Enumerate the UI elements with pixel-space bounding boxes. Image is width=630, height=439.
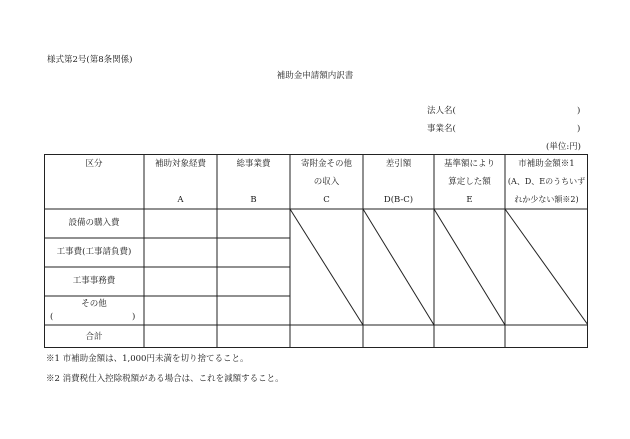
row-other-open: ( <box>50 312 54 322</box>
header-total-cost: 総事業費 <box>236 159 271 169</box>
note-2: ※2 消費税仕入控除税額がある場合は、これを減額すること。 <box>46 374 284 384</box>
header-donation-2: の収入 <box>313 177 340 187</box>
row-construction: 工事費(工事請負費) <box>56 247 132 257</box>
corporation-name-label: 法人名( <box>427 106 456 116</box>
diagonal-line <box>505 209 588 325</box>
breakdown-table <box>44 154 588 348</box>
row-total: 合計 <box>85 332 103 342</box>
header-city-subsidy-3: れか少ない額※2) <box>514 195 579 204</box>
header-standard-amount-2: 算定した額 <box>448 177 491 187</box>
header-difference: 差引額 <box>385 159 412 169</box>
row-construction-office: 工事事務費 <box>72 276 116 286</box>
row-equipment: 設備の購入費 <box>68 218 120 228</box>
business-name-label: 事業名( <box>427 124 456 134</box>
row-other: その他 <box>81 299 107 309</box>
note-1: ※1 市補助金額は、1,000円未満を切り捨てること。 <box>46 354 249 364</box>
document-title: 補助金申請額内訳書 <box>276 71 354 81</box>
corporation-name-close: ) <box>577 106 581 116</box>
header-category: 区分 <box>85 159 103 169</box>
header-eligible-cost-sub: A <box>177 195 184 205</box>
diagonal-line <box>290 209 363 325</box>
unit-label: (単位:円) <box>546 142 581 152</box>
header-city-subsidy: 市補助金額※1 <box>518 159 575 169</box>
form-number: 様式第2号(第8条関係) <box>47 55 133 65</box>
business-name-close: ) <box>577 124 581 134</box>
header-total-cost-sub: B <box>250 195 257 205</box>
header-donation: 寄附金その他 <box>300 159 352 169</box>
diagonal-line <box>434 209 505 325</box>
header-eligible-cost: 補助対象経費 <box>154 159 206 169</box>
header-difference-sub: D(B-C) <box>383 195 414 205</box>
header-donation-sub: C <box>323 195 330 205</box>
diagonal-line <box>363 209 434 325</box>
header-standard-amount-sub: E <box>466 195 473 205</box>
row-other-close: ) <box>132 312 136 322</box>
header-city-subsidy-2: (A、D、Eのうちいず <box>507 177 586 186</box>
header-standard-amount: 基準額により <box>443 159 495 169</box>
